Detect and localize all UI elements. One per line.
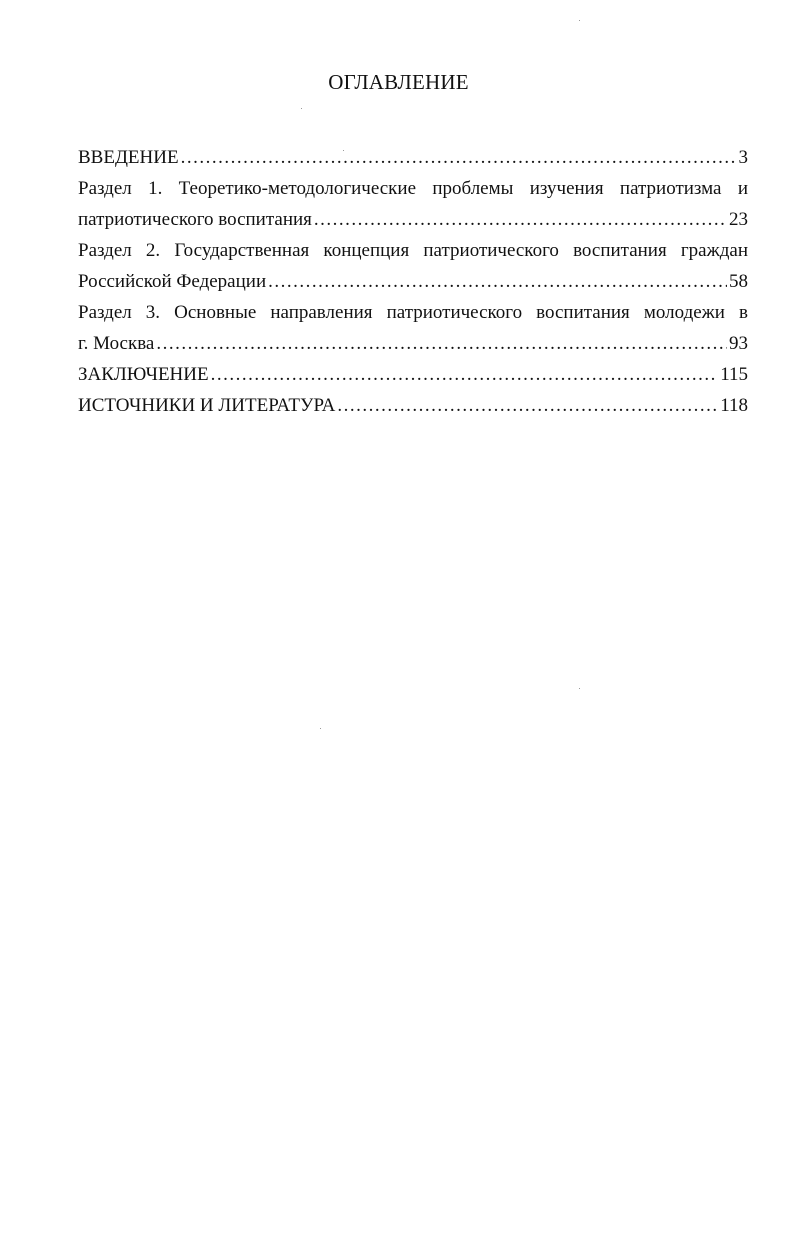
toc-entry-title-line: Раздел 1. Теоретико-методологические проблемы изучения патриотизма и	[78, 178, 748, 199]
scan-speck	[579, 688, 580, 689]
toc-page-number: 118	[720, 395, 748, 416]
dot-leader	[211, 359, 719, 390]
dot-leader	[268, 266, 727, 297]
toc-page-number: 115	[720, 364, 748, 385]
toc-entry-title-continued: патриотического воспитания	[78, 209, 312, 230]
toc-line	[78, 328, 748, 359]
toc-entry-title-line: Раздел 2. Государственная концепция патриотического воспитания граждан	[78, 240, 748, 261]
toc-entry-title: ВВЕДЕНИЕ	[78, 147, 179, 168]
toc-page-number: 23	[729, 209, 748, 230]
toc-entry-section-1	[78, 173, 748, 235]
toc-entry-sources	[78, 390, 748, 421]
toc-line	[78, 204, 748, 235]
toc-entry-introduction	[78, 142, 748, 173]
table-of-contents	[78, 142, 748, 421]
toc-title: ОГЛАВЛЕНИЕ	[328, 70, 469, 94]
toc-line	[78, 142, 748, 173]
dot-leader	[314, 204, 727, 235]
toc-entry-section-3	[78, 297, 748, 359]
toc-page-number: 3	[738, 147, 748, 168]
dot-leader	[181, 142, 737, 173]
toc-line	[78, 359, 748, 390]
scan-speck	[301, 108, 302, 109]
toc-page-number: 93	[729, 333, 748, 354]
toc-page-number: 58	[729, 271, 748, 292]
scan-speck	[343, 150, 344, 151]
toc-entry-title: ЗАКЛЮЧЕНИЕ	[78, 364, 209, 385]
toc-entry-section-2	[78, 235, 748, 297]
toc-entry-title: ИСТОЧНИКИ И ЛИТЕРАТУРА	[78, 395, 336, 416]
dot-leader	[156, 328, 727, 359]
toc-entry-title-line: Раздел 3. Основные направления патриотического воспитания молодежи в	[78, 302, 748, 323]
scan-speck	[579, 20, 580, 21]
toc-line	[78, 266, 748, 297]
scan-speck	[320, 728, 321, 729]
toc-entry-title-continued: г. Москва	[78, 333, 155, 354]
toc-line	[78, 390, 748, 421]
toc-entry-conclusion	[78, 359, 748, 390]
toc-entry-title-continued: Российской Федерации	[78, 271, 267, 292]
dot-leader	[337, 390, 718, 421]
